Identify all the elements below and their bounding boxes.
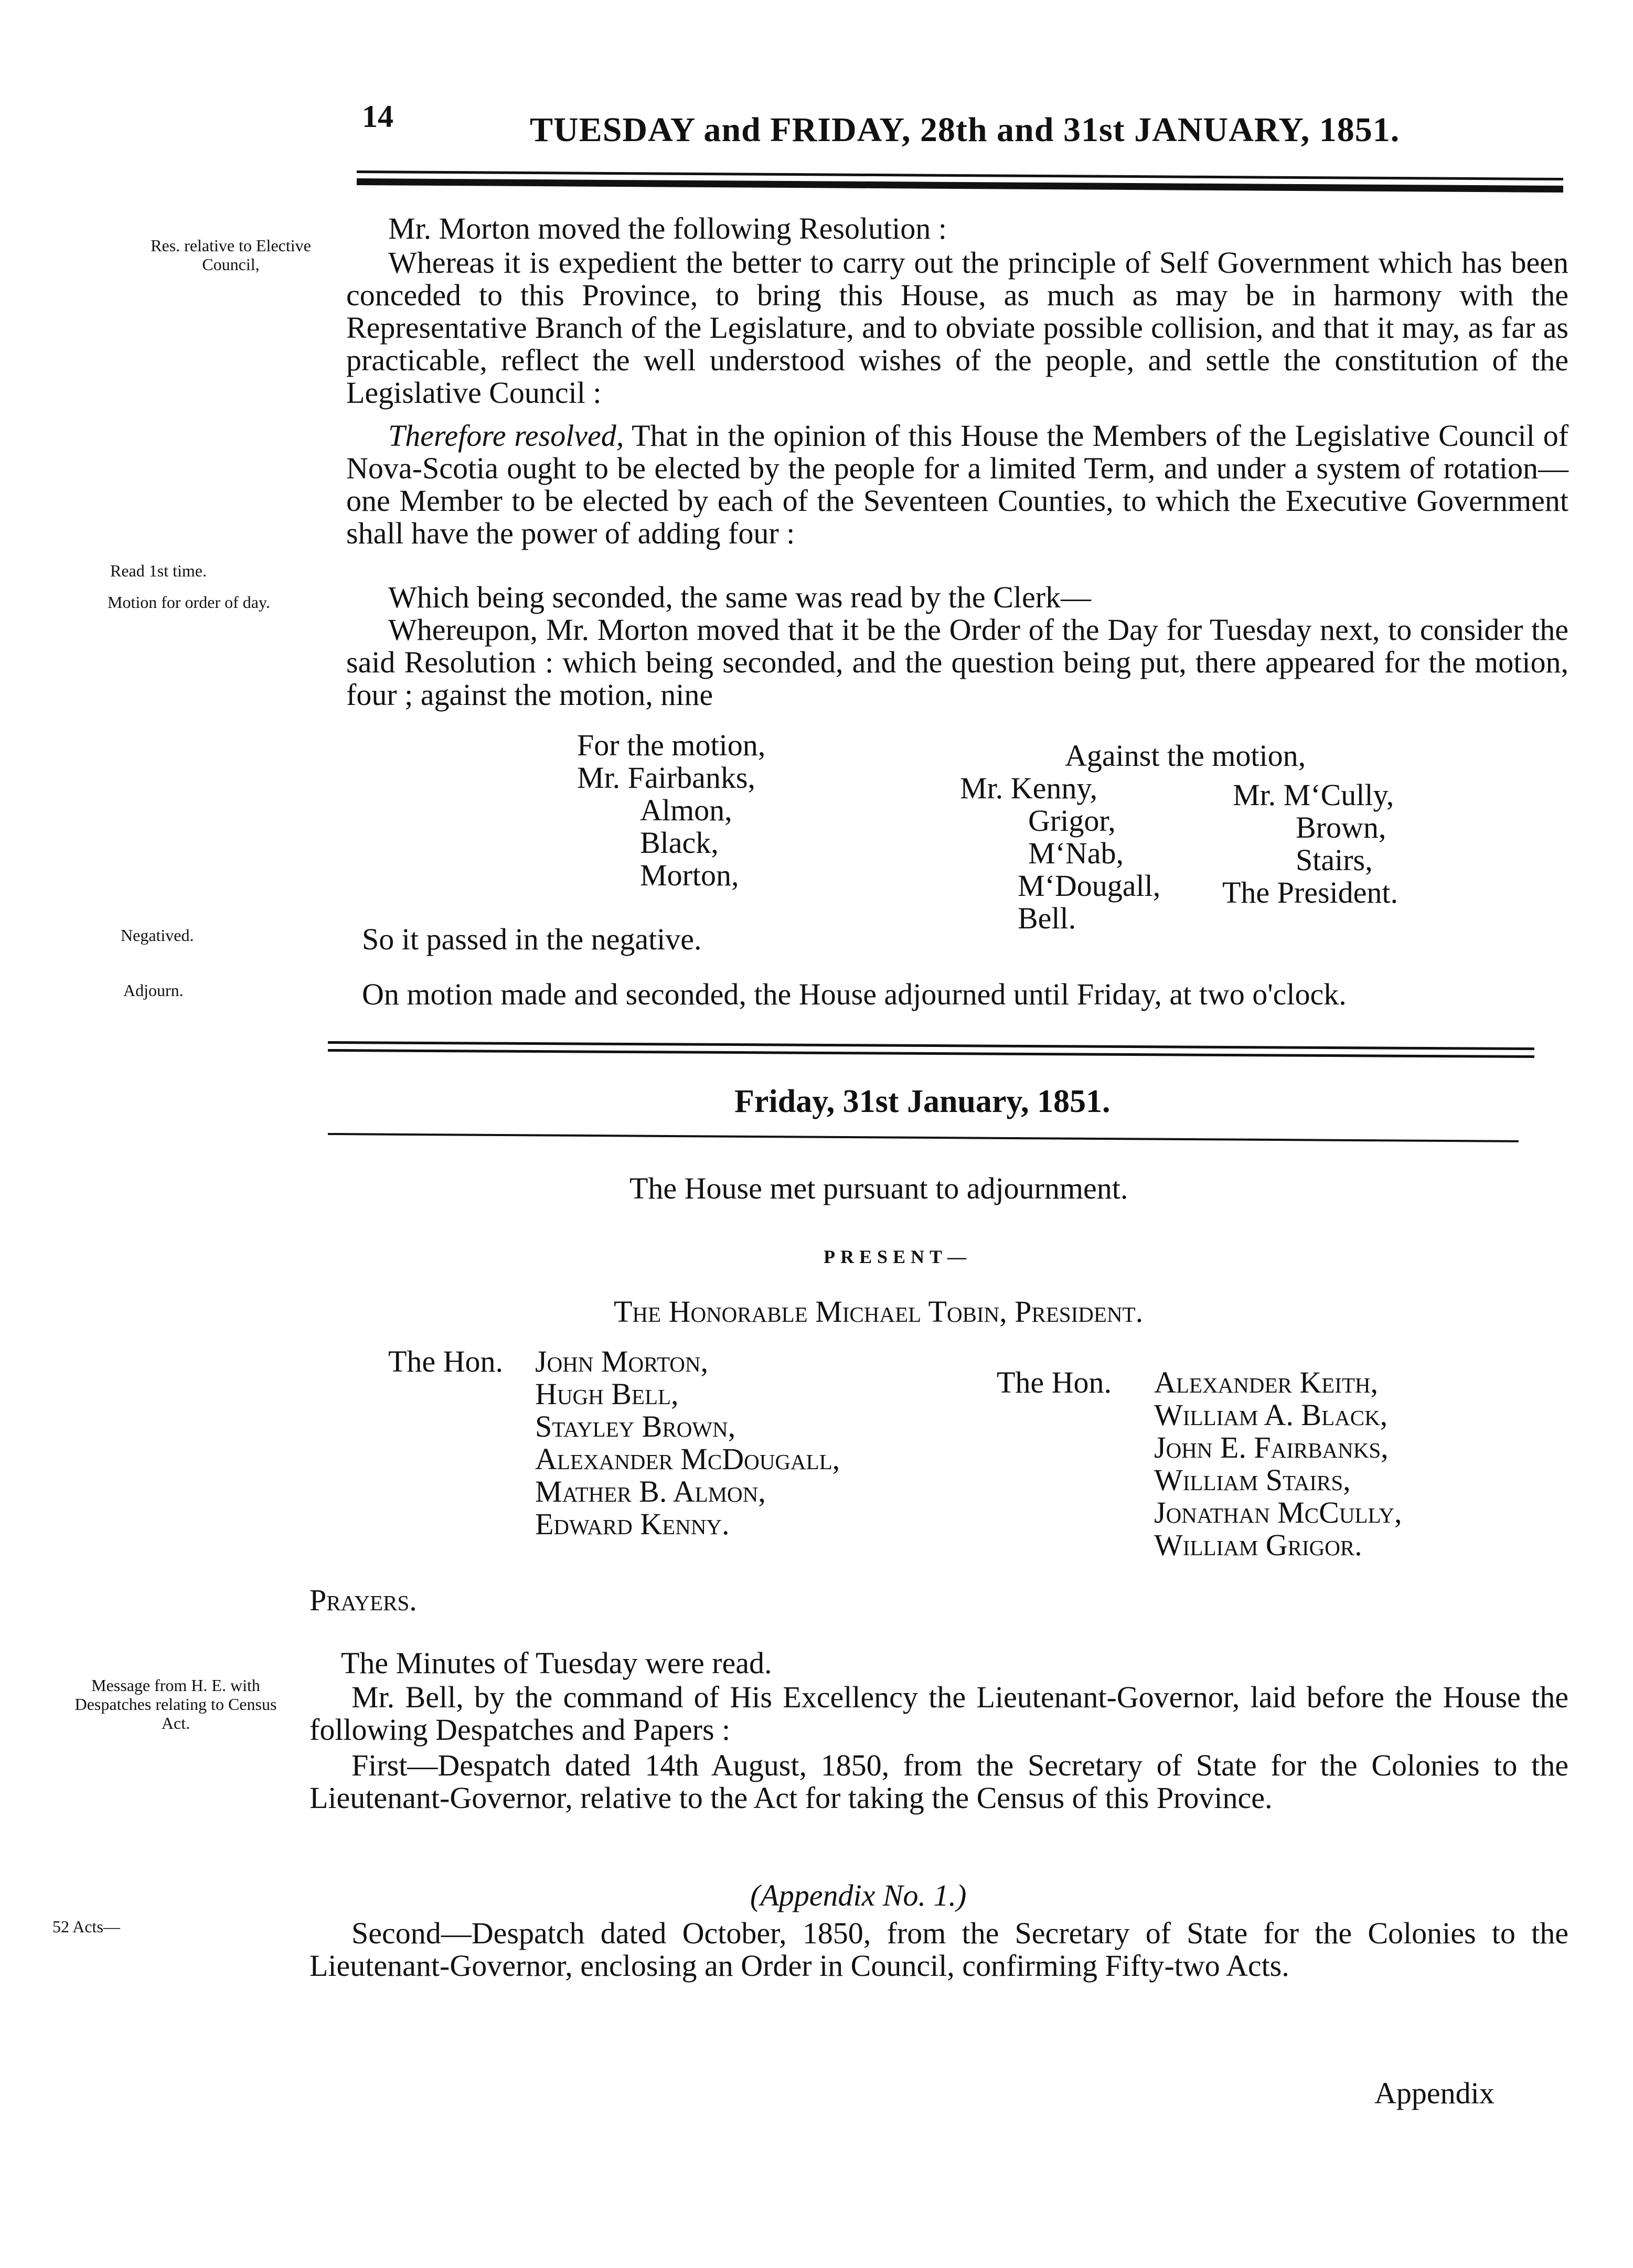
margin-note-res-elective: Res. relative to Elective Council,	[151, 236, 311, 274]
member-right-5: Jonathan McCully,	[1154, 1495, 1402, 1529]
vote-for-3: Black,	[640, 826, 719, 860]
member-left-3: Stayley Brown,	[535, 1409, 736, 1443]
vote-against-a4: M‘Dougall,	[1018, 869, 1161, 903]
vote-against-a2: Grigor,	[1028, 804, 1116, 838]
vote-for-2: Almon,	[640, 793, 732, 827]
second-despatch-text: Second—Despatch dated October, 1850, from the Secretary of State for the Colonies to the Lieutenant-Governor, enclosing an Order in Council, confirming Fifty-two Acts.	[309, 1916, 1568, 1983]
member-right-1: Alexander Keith,	[1154, 1365, 1379, 1399]
catchword: Appendix	[1374, 2076, 1495, 2110]
resolved-paragraph	[346, 420, 1568, 550]
appendix-reference: (Appendix No. 1.)	[750, 1878, 967, 1912]
vote-against-b4: The President.	[1222, 875, 1399, 910]
member-right-4: William Stairs,	[1154, 1463, 1351, 1497]
hon-left-label: The Hon.	[388, 1344, 504, 1378]
margin-note-52-acts: 52 Acts—	[52, 1917, 120, 1936]
vote-against-a3: M‘Nab,	[1028, 836, 1124, 870]
section-rule-1	[328, 1041, 1534, 1050]
whereupon-text: Whereupon, Mr. Morton moved that it be the Order of the Day for Tuesday next, to consider the said Resolution : which being seconded, and the question being put, there appeared for the motion, four ; against the motion, nine	[346, 613, 1568, 712]
first-despatch-paragraph	[309, 1749, 1568, 1814]
prayers: Prayers.	[309, 1583, 417, 1617]
member-right-6: William Grigor.	[1154, 1528, 1362, 1562]
page-title: TUESDAY and FRIDAY, 28th and 31st JANUARY, 1851.	[530, 111, 1400, 149]
vote-against-b2: Brown,	[1296, 810, 1386, 844]
margin-note-adjourn: Adjourn.	[123, 981, 184, 1000]
member-left-1: John Morton,	[535, 1344, 708, 1378]
negative-result: So it passed in the negative.	[362, 922, 702, 956]
page-number: 14	[362, 99, 393, 134]
member-left-4: Alexander McDougall,	[535, 1442, 840, 1476]
vote-against-a5: Bell.	[1018, 901, 1076, 935]
member-right-2: William A. Black,	[1154, 1398, 1388, 1432]
second-despatch-paragraph	[309, 1917, 1568, 1982]
member-left-2: Hugh Bell,	[535, 1377, 679, 1411]
vote-for-heading: For the motion,	[577, 728, 766, 762]
adjourned-text: On motion made and seconded, the House adjourned until Friday, at two o'clock.	[362, 977, 1347, 1011]
vote-against-a1: Mr. Kenny,	[960, 771, 1098, 805]
bell-paragraph	[309, 1681, 1568, 1746]
margin-note-message: Message from H. E. with Despatches relating to Census Act.	[74, 1676, 277, 1732]
present-label: PRESENT—	[824, 1246, 972, 1267]
morton-motion: Mr. Morton moved the following Resolution :	[388, 211, 947, 245]
margin-note-motion-order: Motion for order of day.	[108, 593, 270, 612]
seconded-text: Which being seconded, the same was read by the Clerk—	[388, 580, 1092, 614]
resolved-lead: Therefore resolved,	[388, 419, 624, 453]
whereupon-paragraph	[346, 614, 1568, 711]
president-line: The Honorable Michael Tobin, President.	[614, 1295, 1144, 1329]
vote-against-heading: Against the motion,	[1065, 739, 1306, 773]
resolved-line	[346, 420, 1568, 550]
margin-note-negatived: Negatived.	[121, 926, 194, 945]
resolved-text: That in the opinion of this House the Members of the Legislative Council of Nova-Scotia ought to be elected by the people for a limited Term, and under a system of rotation—one Member to be elected by each of the Seventeen Counties, to which the Executive Government shall have the power of adding four :	[346, 419, 1569, 550]
house-met: The House met pursuant to adjournment.	[629, 1171, 1128, 1205]
seconded-paragraph	[346, 581, 1568, 614]
section-rule-2	[328, 1049, 1534, 1058]
first-despatch-text: First—Despatch dated 14th August, 1850, from the Secretary of State for the Colonies to the Lieutenant-Governor, relative to the Act for taking the Census of this Province.	[309, 1748, 1568, 1815]
vote-for-1: Mr. Fairbanks,	[577, 761, 755, 795]
vote-against-b1: Mr. M‘Cully,	[1233, 778, 1394, 812]
vote-for-4: Morton,	[640, 858, 739, 892]
member-left-6: Edward Kenny.	[535, 1507, 730, 1541]
whereas-paragraph	[346, 247, 1568, 409]
friday-heading: Friday, 31st January, 1851.	[734, 1084, 1111, 1119]
whereas-text: Whereas it is expedient the better to carry out the principle of Self Government which has been conceded to this Province, to bring this House, as much as may be in harmony with the Representative Branch of the Legislature, and to obviate possible collision, and that it may, as far as practicable, reflect the well understood wishes of the people, and settle the constitution of the Legislative Council :	[346, 245, 1568, 410]
vote-against-b3: Stairs,	[1296, 843, 1373, 877]
bell-text: Mr. Bell, by the command of His Excellency the Lieutenant-Governor, laid before the House the following Despatches and Papers :	[309, 1680, 1568, 1747]
member-right-3: John E. Fairbanks,	[1154, 1430, 1389, 1464]
header-rule-thick	[357, 178, 1563, 192]
friday-rule	[328, 1133, 1519, 1142]
member-left-5: Mather B. Almon,	[535, 1474, 766, 1509]
minutes-read: The Minutes of Tuesday were read.	[341, 1646, 772, 1680]
hon-right-label: The Hon.	[997, 1365, 1112, 1399]
margin-note-read-first: Read 1st time.	[110, 561, 207, 580]
